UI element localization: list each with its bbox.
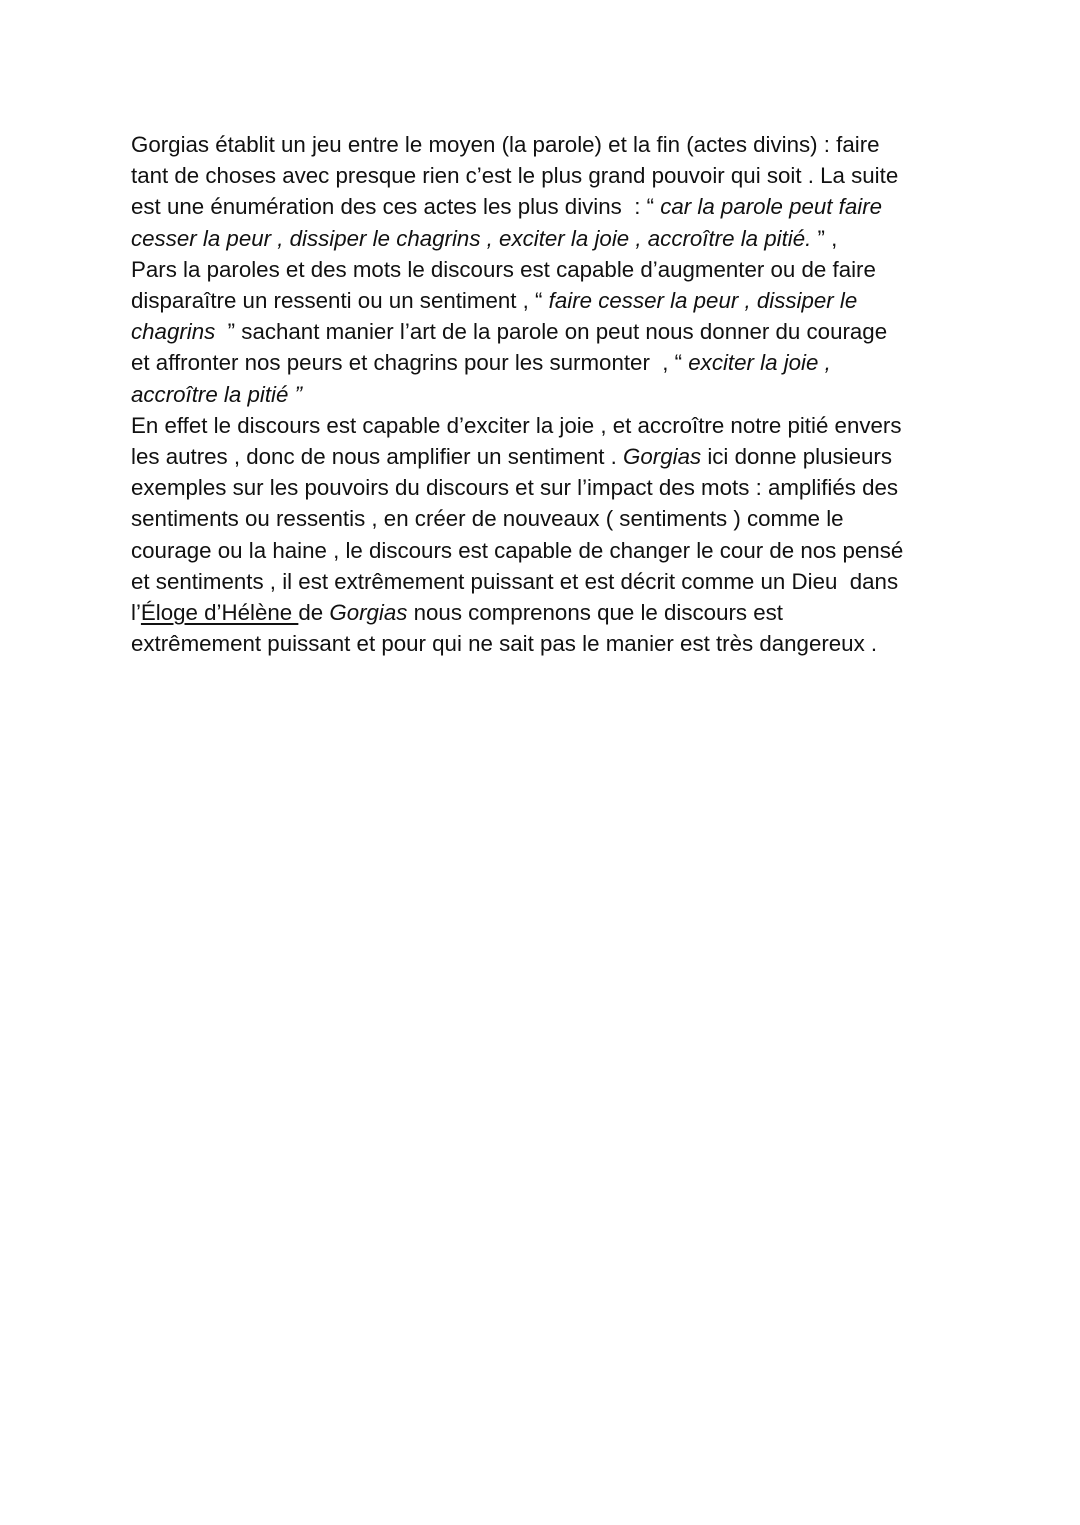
text-segment: et affronter nos peurs et chagrins pour les surmonter , “ (131, 350, 689, 376)
italic-segment: accroître la pitié ” (131, 381, 303, 407)
text-segment: tant de choses avec presque rien c’est le plus grand pouvoir qui soit . La suite (131, 163, 899, 189)
text-line (131, 410, 961, 441)
italic-segment: faire cesser la peur , dissiper le (548, 288, 858, 314)
text-line (131, 223, 961, 254)
text-line (131, 160, 961, 191)
text-segment: Gorgias établit un jeu entre le moyen (la parole) et la fin (actes divins) : faire (131, 132, 880, 157)
italic-segment: chagrins (131, 319, 216, 345)
text-line (131, 129, 961, 160)
text-segment: extrêmement puissant et pour qui ne sait pas le manier est très dangereux . (131, 631, 878, 657)
text-line (131, 347, 961, 378)
text-segment: nous comprenons que le discours est (407, 600, 783, 626)
text-segment: est une énumération des ces actes les plus divins : “ (131, 194, 661, 220)
text-segment: ” sachant manier l’art de la parole on peut nous donner du courage (215, 319, 888, 345)
text-line (131, 316, 961, 347)
text-segment: et sentiments , il est extrêmement puissant et est décrit comme un Dieu dans (131, 568, 899, 594)
italic-segment: exciter la joie , (688, 350, 831, 376)
italic-segment: car la parole peut faire (660, 194, 883, 220)
text-line (131, 566, 961, 597)
text-line (131, 628, 961, 659)
text-segment: ” , (811, 225, 838, 251)
text-line (131, 597, 961, 628)
text-line (131, 379, 961, 410)
text-line (131, 441, 961, 472)
text-segment: l’ (131, 600, 141, 626)
text-line (131, 472, 961, 503)
text-segment: sentiments ou ressentis , en créer de nouveaux ( sentiments ) comme le (131, 506, 844, 532)
body-text (131, 129, 961, 659)
text-line (131, 503, 961, 534)
text-line (131, 191, 961, 222)
text-segment: les autres , donc de nous amplifier un sentiment . (131, 444, 624, 470)
underlined-title: Éloge d’Hélène (140, 600, 299, 626)
text-segment: exemples sur les pouvoirs du discours et sur l’impact des mots : amplifiés des (131, 475, 899, 501)
text-segment: ici donne plusieurs (701, 444, 892, 470)
text-segment: courage ou la haine , le discours est capable de changer le cour de nos pensé (131, 537, 904, 563)
text-segment: de (298, 600, 330, 626)
text-segment: Pars la paroles et des mots le discours est capable d’augmenter ou de faire (131, 256, 876, 282)
italic-segment: cesser la peur , dissiper le chagrins , exciter la joie , accroître la pitié. (131, 225, 812, 251)
text-line (131, 535, 961, 566)
text-segment: disparaître un ressenti ou un sentiment , “ (131, 288, 549, 314)
text-segment: En effet le discours est capable d’exciter la joie , et accroître notre pitié envers (131, 412, 902, 438)
italic-segment: Gorgias (329, 600, 408, 626)
italic-segment: Gorgias (623, 444, 702, 470)
text-line (131, 285, 961, 316)
text-line (131, 254, 961, 285)
